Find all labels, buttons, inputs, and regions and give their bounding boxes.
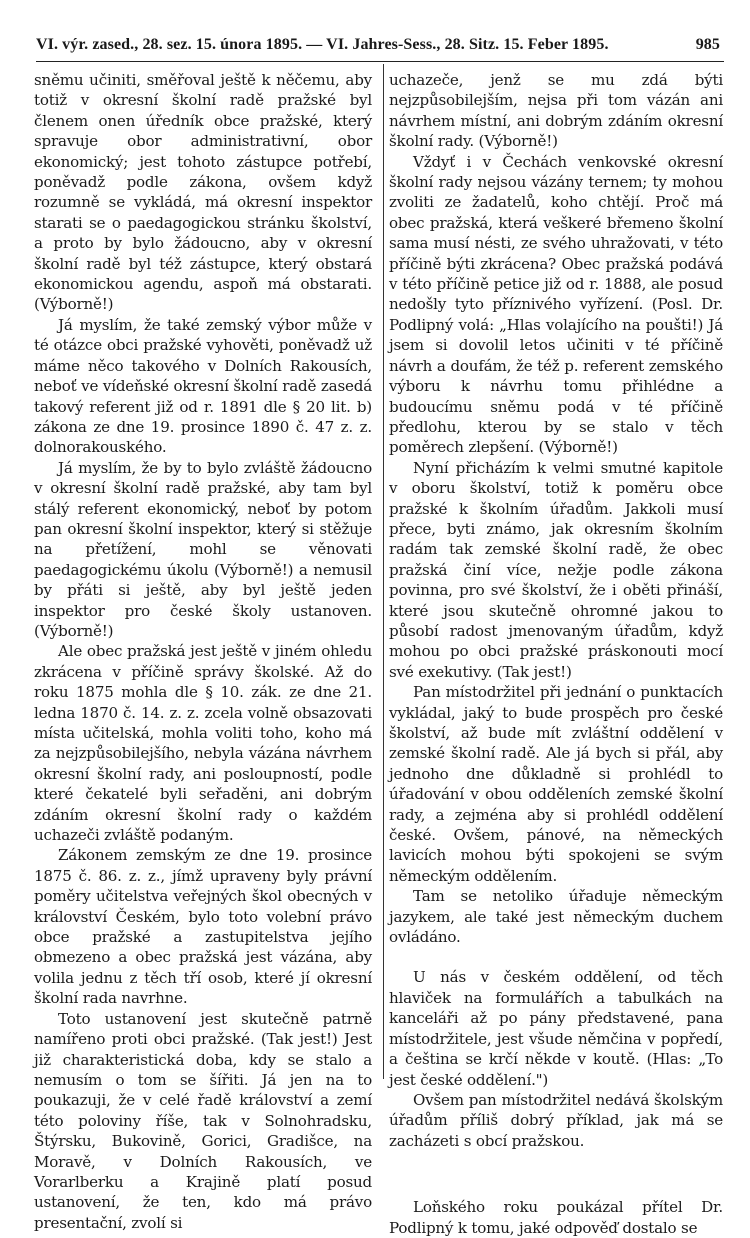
paragraph: Ale obec pražská jest ještě v jiném ohledu zkrácena v příčině správy školské. Až do roku 1875 mohla dle § 10. zák. ze dne 21. ledna 1870 č. 14. z. z. zcela volně obsazovati místa učitelská, mohla voliti toho, koho má za nejzpůsobilejšího, nebyla vázána návrhem okresní školní rady, ani posloupností, podle které čekatelé byli seřaděni, ani dobrým zdáním okresní školní rady o každém uchazeči zvláště podaným. bbox=[34, 642, 372, 845]
paragraph: sněmu učiniti, směřoval ještě k něčemu, aby totiž v okresní školní radě pražské byl členem onen úředník obce pražské, který spravuje obor administrativní, obor ekonomický; jest tohoto zástupce potřebí, poněvadž podle zákona, ovšem když rozumně se vykládá, má okresní inspektor starati se o paedagogickou stránku školství, a proto by bylo žádoucno, aby v okresní školní radě byl též zástupce, který obstará ekonomickou agendu, aspoň má obstarati. (Výborně!) bbox=[34, 71, 372, 314]
paragraph: Vždyť i v Čechách venkovské okresní školní rady nejsou vázány ternem; ty mohou zvoliti ze žadatelů, koho chtějí. Proč má obec pražská, která veškeré břemeno školní sama musí nésti, ze svého uhražovati, v této příčině býti zkrácena? Obec pražská podává v této příčině petice již od r. 1888, ale posud nedošly tyto příznivého vyřízení. (Posl. Dr. Podlipný volá: „Hlas volajícího na poušti!) Já jsem si dovolil letos učiniti v té příčině návrh a doufám, že též p. referent zemského výboru k návrhu tomu přihlédne a budoucímu sněmu podá v té příčině předlohu, kterou by se stalo v těch poměrech zlepšení. (Výborně!) bbox=[389, 152, 723, 457]
left-column bbox=[34, 70, 372, 1233]
paragraph: uchazeče, jenž se mu zdá býti nejzpůsobilejším, nejsa při tom vázán ani návrhem místní, ani dobrým zdáním okresní školní rady. (Výborně!) bbox=[389, 71, 723, 151]
paragraph: Toto ustanovení jest skutečně patrně namířeno proti obci pražské. (Tak jest!) Jest již charakteristická doba, kdy se stalo a nemusím o tom se šířiti. Já jen na to poukazuji, že v celé řadě království a zemí této poloviny říše, tak v Solnohradsku, Štýrsku, Bukovině, Gorici, Gradišce, na Moravě, v Dolních Rakousích, ve Vorarlberku a Krajině platí posud ustanovení, že ten, kdo má právo presentační, zvolí si bbox=[34, 1009, 372, 1232]
header-rule bbox=[36, 61, 724, 62]
paragraph: Tam se netoliko úřaduje německým jazykem, ale také jest německým duchem ovládáno. bbox=[389, 887, 723, 947]
right-column bbox=[389, 70, 723, 1238]
paragraph: Pan místodržitel při jednání o punktacích vykládal, jaký to bude prospěch pro české školství, až bude mít zvláštní oddělení v zemské školní radě. Ale já bych si přál, aby jednoho dne důkladně si prohlédl to úřadování v obou odděleních zemské školní rady, a zejména aby si prohlédl oddělení české. Ovšem, pánové, na německých lavicích mohou býti spokojeni se svým německým oddělením. bbox=[389, 683, 723, 885]
column-divider bbox=[383, 64, 384, 1079]
paragraph: Nyní přicházím k velmi smutné kapitole v oboru školství, totiž k poměru obce pražské k školním úřadům. Jakkoli musí přece, byti známo, jak okresním školním radám tak zemské školní radě, že obec pražská činí více, nežje podle zákona povinna, pro své školství, že i oběti přináší, které jsou skutečně ohromné jakou to působí radost jmenovaným úřadům, když mohou po obci pražské práskonouti mocí své exekutivy. (Tak jest!) bbox=[389, 458, 723, 681]
spacer bbox=[389, 947, 723, 967]
header-text: VI. výr. zased., 28. sez. 15. února 1895. — VI. Jahres-Sess., 28. Sitz. 15. Feber 1895. bbox=[36, 36, 609, 53]
paragraph: Já myslím, že také zemský výbor může v té otázce obci pražské vyhověti, poněvadž už máme něco takového v Dolních Rakousích, neboť ve vídeňské okresní školní radě zasedá takový referent již od r. 1891 dle § 20 lit. b) zákona ze dne 19. prosince 1890 č. 47 z. z. dolnorakouského. bbox=[34, 315, 372, 457]
paragraph: Já myslím, že by to bylo zvláště žádoucno v okresní školní radě pražské, aby tam byl stálý referent ekonomický, neboť by potom pan okresní školní inspektor, který si stěžuje na přetížení, mohl se věnovati paedagogickému úkolu (Výborně!) a nemusil by přáti si ještě, aby byl ještě jeden inspektor pro české školy ustanoven. (Výborně!) bbox=[34, 458, 372, 640]
paragraph: Zákonem zemským ze dne 19. prosince 1875 č. 86. z. z., jímž upraveny byly právní poměry učitelstva veřejných škol obecných v království Českém, bylo toto volební právo obce pražské a zastupitelstva jejího obmezeno a obec pražská jest vázána, aby volila jednu z těch tří osob, které jí okresní školní rada navrhne. bbox=[34, 846, 372, 1008]
spacer bbox=[389, 1151, 723, 1197]
paragraph: Ovšem pan místodržitel nedává školským úřadům příliš dobrý příklad, jak má se zacházeti s obcí pražskou. bbox=[389, 1090, 723, 1150]
page-number: 985 bbox=[695, 36, 720, 53]
paragraph: Loňského roku poukázal přítel Dr. Podlipný k tomu, jaké odpověď dostalo se bbox=[389, 1198, 723, 1237]
page-header bbox=[36, 36, 720, 54]
paragraph: U nás v českém oddělení, od těch hlaviček na formulářích a tabulkách na kanceláři až po pány představené, pana místodržitele, jest všude němčina v popředí, a čeština se krčí někde v koutě. (Hlas: „To jest české oddělení.") bbox=[389, 968, 723, 1089]
